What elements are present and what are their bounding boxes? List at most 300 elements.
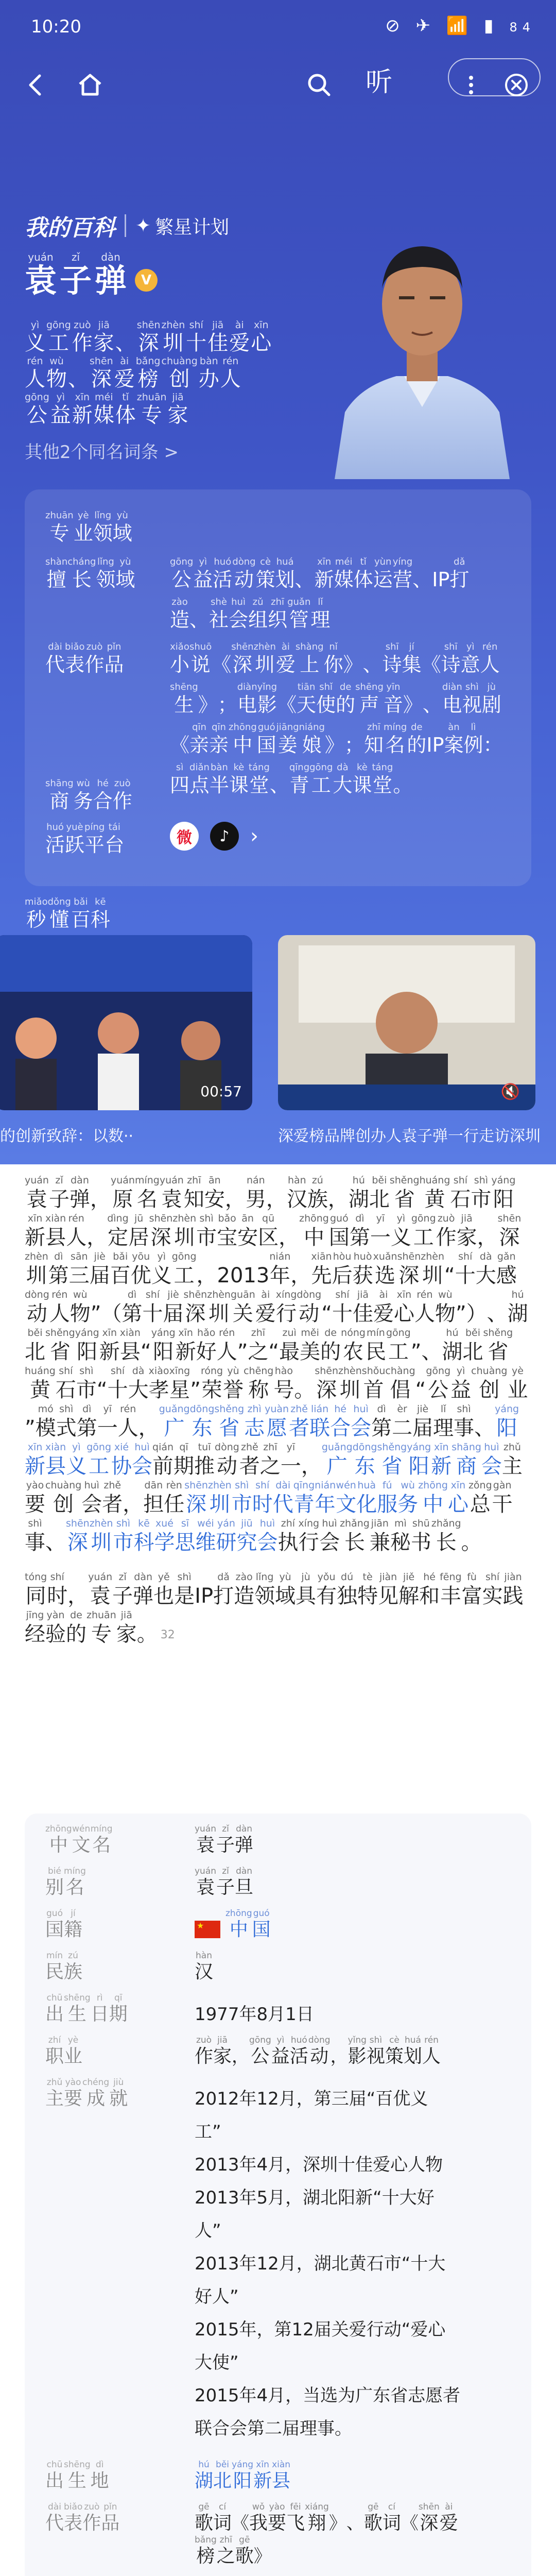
- char: [393, 556, 413, 591]
- link-char[interactable]: [25, 1442, 45, 1480]
- pinyin: yì: [157, 1251, 166, 1262]
- link-char[interactable]: [195, 2460, 213, 2493]
- hanzi: 领: [93, 522, 113, 545]
- hanzi: 作: [112, 790, 132, 812]
- char: [174, 1571, 195, 1609]
- link-char[interactable]: [252, 1908, 271, 1941]
- pinyin: àn: [448, 722, 460, 733]
- char: [207, 319, 228, 355]
- link-char[interactable]: [208, 1480, 232, 1518]
- pinyin: huó: [46, 822, 64, 833]
- pinyin: zhě: [103, 1480, 121, 1491]
- hanzi: 湖: [195, 2470, 214, 2492]
- char: [229, 319, 250, 355]
- hanzi: 广: [164, 1416, 185, 1440]
- hanzi: 姜: [277, 734, 298, 756]
- hanzi: 第: [48, 1264, 69, 1287]
- char: [256, 556, 275, 591]
- link-char[interactable]: [175, 1518, 195, 1556]
- value-text: 2015年，第12届关爱行动“爱心: [195, 2319, 446, 2340]
- link-char[interactable]: [273, 1480, 293, 1518]
- pinyin: jiè: [416, 1403, 429, 1415]
- hanzi: 和: [419, 1584, 440, 1608]
- link-char[interactable]: [265, 1403, 289, 1442]
- link-char[interactable]: [111, 1442, 132, 1480]
- other-entries-link[interactable]: 其他2个同名词条 >: [25, 442, 179, 463]
- mute-icon[interactable]: 🔇: [500, 1083, 520, 1101]
- pinyin: ài: [281, 641, 290, 652]
- char: [209, 722, 229, 757]
- link-char[interactable]: [253, 2460, 272, 2493]
- hanzi: 动: [310, 2046, 329, 2067]
- hanzi: 作: [84, 653, 105, 676]
- char: [502, 1442, 523, 1480]
- link-char[interactable]: [351, 1403, 371, 1442]
- char: [170, 597, 189, 632]
- tagline-line: [25, 392, 313, 428]
- char: [90, 355, 113, 392]
- pinyin: [419, 1365, 422, 1377]
- hanzi: 爱: [275, 653, 296, 676]
- weibo-icon[interactable]: 微: [170, 822, 199, 851]
- value-line: [195, 2143, 514, 2176]
- hanzi: 志: [244, 1416, 265, 1440]
- pinyin: shí: [335, 1289, 350, 1300]
- hanzi: 大: [128, 1378, 149, 1402]
- pinyin: dà: [132, 1365, 145, 1377]
- pinyin: [303, 1365, 306, 1377]
- link-char[interactable]: [190, 1403, 215, 1442]
- link-char[interactable]: [132, 1442, 152, 1480]
- reference-marker[interactable]: 32: [160, 1629, 175, 1641]
- link-char[interactable]: [309, 1403, 330, 1442]
- pinyin: dān: [144, 1480, 163, 1491]
- hanzi: 兼: [369, 1531, 390, 1554]
- pinyin: qīn: [192, 722, 206, 733]
- hanzi: ：: [483, 734, 503, 756]
- hanzi: 理: [310, 608, 331, 631]
- hanzi: 、: [486, 1302, 508, 1326]
- pinyin: dì: [377, 1403, 386, 1415]
- pinyin: guān: [230, 1289, 255, 1300]
- pinyin: yì: [276, 2035, 285, 2045]
- hanzi: 经: [25, 1622, 45, 1646]
- hanzi: 总: [470, 1493, 491, 1516]
- pinyin: shì: [28, 1518, 42, 1529]
- char: [450, 1365, 471, 1403]
- pinyin: ài: [261, 1289, 270, 1300]
- char: [47, 1571, 67, 1609]
- pinyin: jiàn: [379, 1571, 397, 1583]
- chevron-right-icon[interactable]: ›: [250, 824, 258, 848]
- hanzi: 上: [300, 653, 320, 676]
- link-char[interactable]: [330, 1403, 351, 1442]
- char: [268, 2502, 286, 2535]
- char: [273, 1365, 294, 1403]
- char: [25, 1175, 49, 1213]
- pinyin: jiè: [167, 1289, 179, 1300]
- char: [71, 896, 91, 931]
- pinyin: wéi: [197, 1518, 214, 1529]
- link-char[interactable]: [184, 1480, 208, 1518]
- pinyin: shí: [59, 1365, 73, 1377]
- link-char[interactable]: [377, 1480, 397, 1518]
- link-char[interactable]: [353, 1442, 377, 1480]
- link-char[interactable]: [315, 1480, 336, 1518]
- char: [444, 1251, 455, 1289]
- pinyin: diǎn: [189, 762, 210, 773]
- pinyin: gōng: [386, 1327, 411, 1338]
- hanzi: 亲: [209, 734, 229, 756]
- hanzi: 知: [183, 1188, 204, 1211]
- hanzi: 新: [25, 1226, 45, 1249]
- name-char: [60, 251, 92, 299]
- link-char[interactable]: [289, 1403, 309, 1442]
- value-text: 、: [346, 2513, 364, 2534]
- value-line: [195, 2209, 514, 2242]
- info-value: [195, 1866, 514, 1899]
- hanzi: 深: [67, 1531, 88, 1554]
- link-char[interactable]: [257, 1518, 277, 1556]
- close-icon[interactable]: [498, 67, 534, 103]
- hanzi: 人: [414, 1302, 435, 1326]
- value-line: [195, 2535, 514, 2568]
- link-char[interactable]: [495, 1403, 519, 1442]
- pinyin: [205, 1251, 208, 1262]
- value-text: 好人”: [195, 2286, 239, 2307]
- link-char[interactable]: [356, 1480, 377, 1518]
- pinyin: zhōng: [45, 1824, 72, 1834]
- pinyin: guó: [329, 1213, 349, 1224]
- hanzi: 就: [109, 2088, 128, 2109]
- pinyin: dàn: [101, 251, 120, 263]
- char: [223, 1365, 244, 1403]
- pinyin: shēn: [315, 1365, 339, 1377]
- char: [251, 319, 271, 355]
- pinyin: shí: [458, 1251, 473, 1262]
- hanzi: 圳: [209, 1493, 230, 1516]
- value-text: 》: [328, 2513, 346, 2534]
- char: [422, 2035, 441, 2068]
- hanzi: 职: [45, 2046, 64, 2067]
- link-char[interactable]: [244, 1403, 265, 1442]
- hanzi: 影: [348, 2046, 367, 2067]
- hanzi: 石: [450, 1188, 471, 1211]
- hanzi: 划: [403, 2046, 422, 2067]
- char: [56, 1365, 76, 1403]
- hanzi: ，: [90, 1188, 111, 1211]
- hanzi: 歌: [235, 2546, 254, 2567]
- char: [386, 1327, 411, 1365]
- info-value: [195, 1951, 514, 1984]
- char: [503, 1571, 524, 1609]
- more-icon[interactable]: [453, 67, 489, 103]
- char: [25, 1480, 45, 1518]
- pinyin: wù: [73, 1289, 88, 1300]
- hanzi: 电: [237, 693, 257, 716]
- hanzi: 说: [190, 653, 211, 676]
- pinyin: [206, 682, 210, 693]
- char: [297, 1289, 321, 1327]
- video-caption-2: 深爱榜品牌创办人袁子弹一行走访深圳: [278, 1127, 541, 1145]
- pinyin: pǐn: [103, 2502, 117, 2512]
- hanzi: 营: [392, 568, 412, 591]
- value-text: 人”: [195, 2221, 221, 2241]
- char: [421, 1327, 442, 1365]
- char: [367, 2035, 385, 2068]
- char: [161, 319, 185, 355]
- hanzi: 省: [49, 1340, 71, 1364]
- char: [135, 1175, 160, 1213]
- hanzi: “: [140, 1340, 151, 1364]
- char: [36, 1403, 56, 1442]
- hanzi: 富: [461, 1584, 482, 1608]
- pinyin: ài: [445, 2502, 453, 2512]
- char: [341, 1327, 366, 1365]
- info-value: [195, 2460, 514, 2493]
- pinyin: yě: [158, 1571, 170, 1583]
- char: [234, 1571, 254, 1609]
- pinyin: xīn: [256, 2460, 269, 2470]
- link-char[interactable]: [336, 1480, 356, 1518]
- pinyin: [442, 556, 445, 568]
- char: [230, 1251, 243, 1289]
- pinyin: huì: [353, 1403, 369, 1415]
- link-char[interactable]: [213, 2460, 232, 2493]
- pinyin: jiā: [120, 1609, 132, 1621]
- pinyin: hé: [334, 1403, 346, 1415]
- pinyin: [178, 722, 181, 733]
- hanzi: 域: [112, 522, 132, 545]
- hanzi: 业: [64, 2046, 83, 2067]
- hanzi: 阳: [153, 1340, 174, 1364]
- char: [72, 319, 93, 355]
- pinyin: zǒng: [468, 1480, 492, 1491]
- char: [483, 1327, 513, 1365]
- char: [85, 641, 105, 676]
- char: [56, 1403, 77, 1442]
- link-char[interactable]: [195, 1518, 216, 1556]
- pinyin: zhě: [290, 1403, 308, 1415]
- char: [290, 1251, 311, 1289]
- pinyin: rén: [424, 2035, 439, 2045]
- hanzi: 课: [352, 774, 372, 796]
- hanzi: 、: [115, 331, 136, 355]
- hanzi: 人: [117, 1416, 138, 1440]
- hanzi: 时: [47, 1584, 68, 1608]
- link-char[interactable]: [293, 1480, 315, 1518]
- pinyin: [131, 1480, 134, 1491]
- pinyin: shí: [110, 1365, 125, 1377]
- char: [45, 1327, 75, 1365]
- char: [45, 510, 74, 545]
- pinyin: xiǎo: [170, 641, 189, 652]
- pinyin: yī: [376, 1213, 385, 1224]
- char: [217, 1327, 237, 1365]
- char: [184, 1175, 204, 1213]
- hanzi: 会: [257, 1531, 278, 1554]
- hanzi: 中: [423, 1493, 444, 1516]
- pinyin: zhōng: [418, 1480, 448, 1491]
- link-char[interactable]: [407, 1442, 431, 1480]
- pinyin: gōng: [170, 556, 194, 567]
- hanzi: 秘: [390, 1531, 411, 1554]
- link-char[interactable]: [214, 1403, 244, 1442]
- link-char[interactable]: [232, 1480, 252, 1518]
- char: [50, 392, 71, 428]
- hanzi: 益: [50, 403, 71, 427]
- pinyin: yàn: [46, 1609, 65, 1621]
- hanzi: 十: [332, 1302, 353, 1326]
- pinyin: [299, 1251, 302, 1262]
- pinyin: cí: [218, 2502, 227, 2512]
- link-char[interactable]: [45, 1442, 66, 1480]
- char: [412, 1403, 433, 1442]
- link-char[interactable]: [66, 1442, 86, 1480]
- hanzi: 新: [431, 1454, 452, 1478]
- value-text: 2013年5月，湖北阳新“十大好: [195, 2188, 435, 2208]
- char: [468, 1480, 492, 1518]
- douyin-icon[interactable]: ♪: [210, 822, 239, 851]
- back-icon[interactable]: [19, 67, 55, 103]
- pinyin: de: [70, 1609, 82, 1621]
- char: [432, 722, 444, 757]
- link-char[interactable]: [225, 1908, 252, 1941]
- hanzi: 深: [499, 1226, 520, 1249]
- pinyin: shí: [189, 319, 203, 331]
- pinyin: zhí: [48, 2035, 61, 2045]
- link-char[interactable]: [133, 1518, 154, 1556]
- divider: [125, 214, 126, 237]
- video-card-1[interactable]: [0, 935, 252, 1110]
- hanzi: 袁: [196, 1877, 215, 1898]
- hanzi: 体: [115, 403, 136, 427]
- link-char[interactable]: [66, 1518, 90, 1556]
- char: [204, 1175, 225, 1213]
- hanzi: 事: [25, 1531, 45, 1554]
- basic-info-table: [25, 1814, 531, 2576]
- char: [137, 392, 167, 428]
- pinyin: zǐ: [71, 251, 80, 263]
- link-char[interactable]: [232, 2460, 253, 2493]
- pinyin: jí: [71, 1908, 76, 1919]
- pinyin: zuò: [437, 1213, 455, 1224]
- hanzi: 阳: [233, 2470, 252, 2492]
- pinyin: huì: [322, 1518, 337, 1529]
- home-icon[interactable]: [72, 67, 108, 103]
- hanzi: 表: [64, 2513, 83, 2534]
- pinyin: jiān: [371, 1518, 389, 1529]
- hanzi: 办: [198, 367, 219, 391]
- value-text: ，: [330, 2046, 348, 2067]
- hanzi: 深: [150, 1226, 171, 1249]
- hanzi: 益: [193, 568, 213, 591]
- char: [363, 641, 383, 676]
- hanzi: 义: [151, 1264, 172, 1287]
- char: [276, 641, 296, 676]
- hanzi: 会: [132, 1454, 153, 1478]
- pinyin: xié: [114, 1442, 129, 1453]
- hanzi: 心: [393, 1302, 414, 1326]
- pinyin: jiàn: [504, 1571, 522, 1583]
- char: [466, 1289, 487, 1327]
- char: [45, 1908, 64, 1941]
- pinyin: rén: [120, 1403, 136, 1415]
- char: [248, 597, 268, 632]
- pinyin: [371, 641, 374, 653]
- link-char[interactable]: [431, 1442, 451, 1480]
- pinyin: ān: [241, 1213, 254, 1224]
- hanzi: 黄: [29, 1378, 50, 1402]
- char: [25, 1609, 45, 1648]
- pinyin: bǎo: [218, 1213, 236, 1224]
- char: [477, 1213, 498, 1251]
- char: [109, 2077, 128, 2110]
- hanzi: 之: [259, 1454, 281, 1478]
- link-char[interactable]: [216, 1518, 236, 1556]
- hanzi: 媒: [334, 568, 354, 591]
- link-char[interactable]: [272, 2460, 290, 2493]
- hanzi: 工: [413, 1226, 434, 1249]
- link-char[interactable]: [252, 1480, 273, 1518]
- hanzi: 益: [271, 2046, 290, 2067]
- char: [64, 2035, 82, 2068]
- link-char[interactable]: [159, 1403, 190, 1442]
- link-char[interactable]: [236, 1518, 257, 1556]
- pinyin: yī: [286, 1442, 296, 1453]
- char: [170, 762, 189, 797]
- link-char[interactable]: [86, 1442, 111, 1480]
- hanzi: ，: [123, 1493, 144, 1516]
- link-char[interactable]: [377, 1442, 407, 1480]
- status-icons: [385, 15, 535, 36]
- link-char[interactable]: [448, 1480, 468, 1518]
- pinyin: tuī: [198, 1442, 211, 1453]
- hanzi: 科: [133, 1531, 154, 1554]
- link-char[interactable]: [154, 1518, 175, 1556]
- hanzi: 公: [251, 2046, 270, 2067]
- char: [491, 1175, 515, 1213]
- hanzi: 家: [93, 331, 114, 355]
- char: [422, 641, 441, 676]
- hanzi: 协: [111, 1454, 132, 1478]
- pinyin: [352, 641, 355, 653]
- link-char[interactable]: [397, 1480, 418, 1518]
- hanzi: 感: [496, 1264, 517, 1287]
- link-char[interactable]: [322, 1442, 353, 1480]
- char: [471, 1175, 491, 1213]
- link-char[interactable]: [418, 1480, 448, 1518]
- char: [295, 556, 315, 591]
- info-key: [45, 2460, 109, 2493]
- pinyin: yì: [396, 1213, 406, 1224]
- video-card-2[interactable]: [278, 935, 535, 1110]
- link-char[interactable]: [90, 1518, 113, 1556]
- pinyin: lián: [310, 1403, 329, 1415]
- hanzi: 荣: [201, 1378, 222, 1402]
- listen-button[interactable]: 听: [366, 67, 393, 98]
- hanzi: 要: [64, 2088, 83, 2109]
- char: [96, 556, 115, 591]
- link-char[interactable]: [451, 1442, 481, 1480]
- pinyin: huò: [353, 1251, 372, 1262]
- link-char[interactable]: [481, 1442, 502, 1480]
- hanzi: 深: [185, 1302, 206, 1326]
- hanzi: 湖: [348, 1188, 369, 1211]
- value-line: [195, 1908, 514, 1941]
- search-icon[interactable]: [301, 67, 337, 103]
- link-char[interactable]: [113, 1518, 133, 1556]
